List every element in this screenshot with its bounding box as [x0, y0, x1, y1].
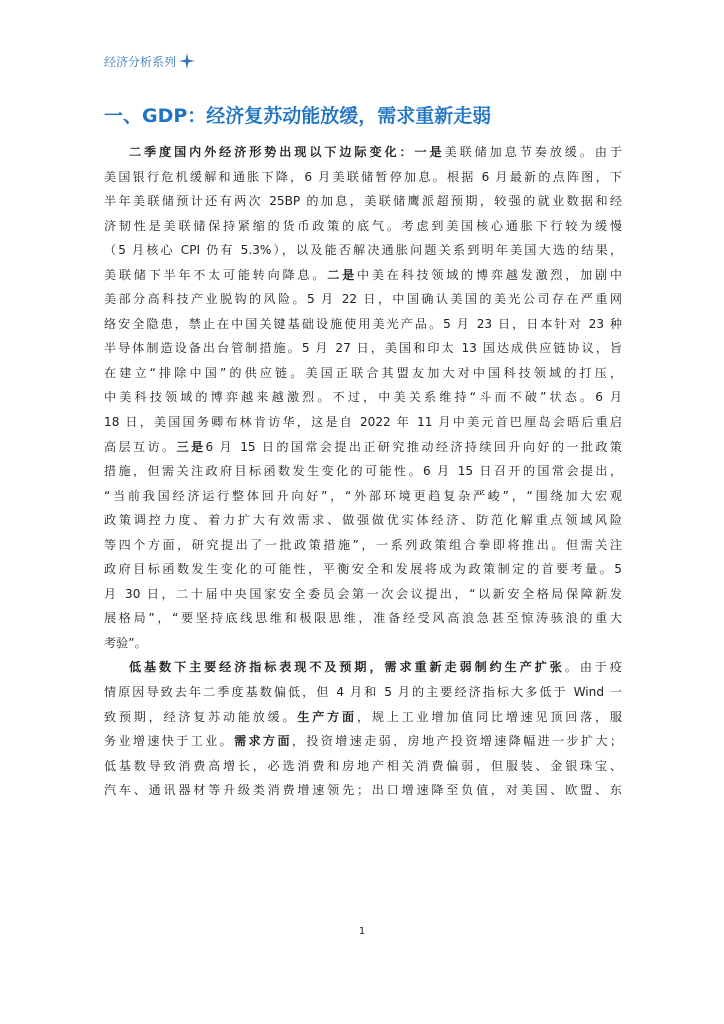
text-line: 政策调控力度、着力扩大有效需求、做强做优实体经济、防范化解重点领域风险 — [104, 513, 622, 528]
text-line — [104, 263, 622, 288]
bold-text: 三是 — [176, 439, 206, 454]
bold-text: 二是 — [327, 267, 357, 282]
text-line: 汽车、通讯器材等升级类消费增速领先；出口增速降至负值，对美国、欧盟、东 — [104, 783, 622, 798]
text-line — [104, 140, 622, 165]
text-line: “当前我国经济运行整体回升向好”，“外部环境更趋复杂严峻”，“围绕加大宏观 — [104, 488, 622, 503]
bold-text: 需求方面 — [234, 734, 292, 749]
section-title: 一、GDP：经济复苏动能放缓，需求重新走弱 — [104, 105, 492, 127]
text-line: 半导体制造设备出台管制措施。5 月 27 日，美国和印太 13 国达成供应链协议，旨 — [104, 341, 622, 356]
series-label: 经济分析系列 — [104, 54, 177, 69]
page-header — [104, 52, 195, 70]
text-line: 政府目标函数发生变化的可能性，平衡安全和发展将成为政策制定的首要考量。5 — [104, 562, 622, 577]
text: 高层互访。 — [104, 439, 177, 454]
text-line: 半年美联储预计还有两次 25BP 的加息，美联储鹰派超预期，较强的就业数据和经 — [104, 194, 622, 209]
text-line: 低基数导致消费高增长，必选消费和房地产相关消费偏弱，但服装、金银珠宝、 — [104, 758, 622, 773]
paragraph-1 — [104, 140, 622, 655]
bold-text: 生产方面 — [297, 709, 357, 724]
page-number: 1 — [358, 926, 366, 937]
text: ，规上工业增加值同比增速见顶回落，服 — [356, 709, 622, 724]
text-line — [104, 655, 622, 680]
body-text — [104, 140, 622, 803]
text-line: 中美科技领域的博弈越来越激烈。不过，中美关系维持“斗而不破”状态。6 月 — [104, 390, 622, 405]
text-line — [104, 435, 622, 460]
text-line: 济韧性是美联储保持紧缩的货币政策的底气。考虑到美国核心通胀下行较为缓慢 — [104, 218, 622, 233]
text-line: 展格局”，“要坚持底线思维和极限思维，准备经受风高浪急甚至惊涛骇浪的重大 — [104, 611, 622, 626]
text: 务业增速快于工业。 — [104, 734, 235, 749]
text: ，投资增速走弱，房地产投资增速降幅进一步扩大； — [291, 734, 622, 749]
text-line: 在建立“排除中国”的供应链。美国正联合其盟友加大对中国科技领域的打压， — [104, 365, 622, 380]
bold-text: 低基数下主要经济指标表现不及预期，需求重新走弱制约生产扩张 — [129, 660, 565, 675]
text: 6 月 15 日的国常会提出正研究推动经济持续回升向好的一批政策 — [205, 439, 622, 454]
text-line: 美国银行危机缓解和通胀下降，6 月美联储暂停加息。根据 6 月最新的点阵图，下 — [104, 169, 622, 184]
text-line: 措施，但需关注政府目标函数发生变化的可能性。6 月 15 日召开的国常会提出， — [104, 464, 622, 479]
text: 美联储加息节奏放缓。由于 — [444, 145, 622, 159]
text: 中美在科技领域的博弈越发激烈，加剧中 — [356, 267, 622, 282]
text-line: 情原因导致去年二季度基数偏低，但 4 月和 5 月的主要经济指标大多低于 Wind 一 — [104, 685, 622, 700]
text-line: 考验”。 — [104, 635, 147, 650]
bold-text: 二季度国内外经济形势出现以下边际变化：一是 — [129, 145, 445, 159]
text-line: （5 月核心 CPI 仍有 5.3%），以及能否解决通胀问题关系到明年美国大选的结果， — [104, 243, 622, 258]
text: 美联储下半年不太可能转向降息。 — [104, 267, 328, 282]
text-line: 等四个方面，研究提出了一批政策措施”，一系列政策组合拳即将推出。但需关注 — [104, 537, 622, 552]
text: 。由于疫 — [564, 660, 622, 675]
text-line: 美部分高科技产业脱钩的风险。5 月 22 日，中国确认美国的美光公司存在严重网 — [104, 292, 622, 307]
text-line — [104, 705, 622, 730]
star-icon — [179, 53, 195, 69]
paragraph-2 — [104, 655, 622, 802]
text-line: 月 30 日，二十届中央国家安全委员会第一次会议提出，“以新安全格局保障新发 — [104, 586, 622, 601]
text-line: 络安全隐患，禁止在中国关键基础设施使用美光产品。5 月 23 日，日本针对 23 种 — [104, 316, 622, 331]
text-line: 18 日，美国国务卿布林肯访华，这是自 2022 年 11 月中美元首巴厘岛会晤后重启 — [104, 415, 622, 430]
text-line — [104, 729, 622, 754]
text: 致预期，经济复苏动能放缓。 — [104, 709, 298, 724]
